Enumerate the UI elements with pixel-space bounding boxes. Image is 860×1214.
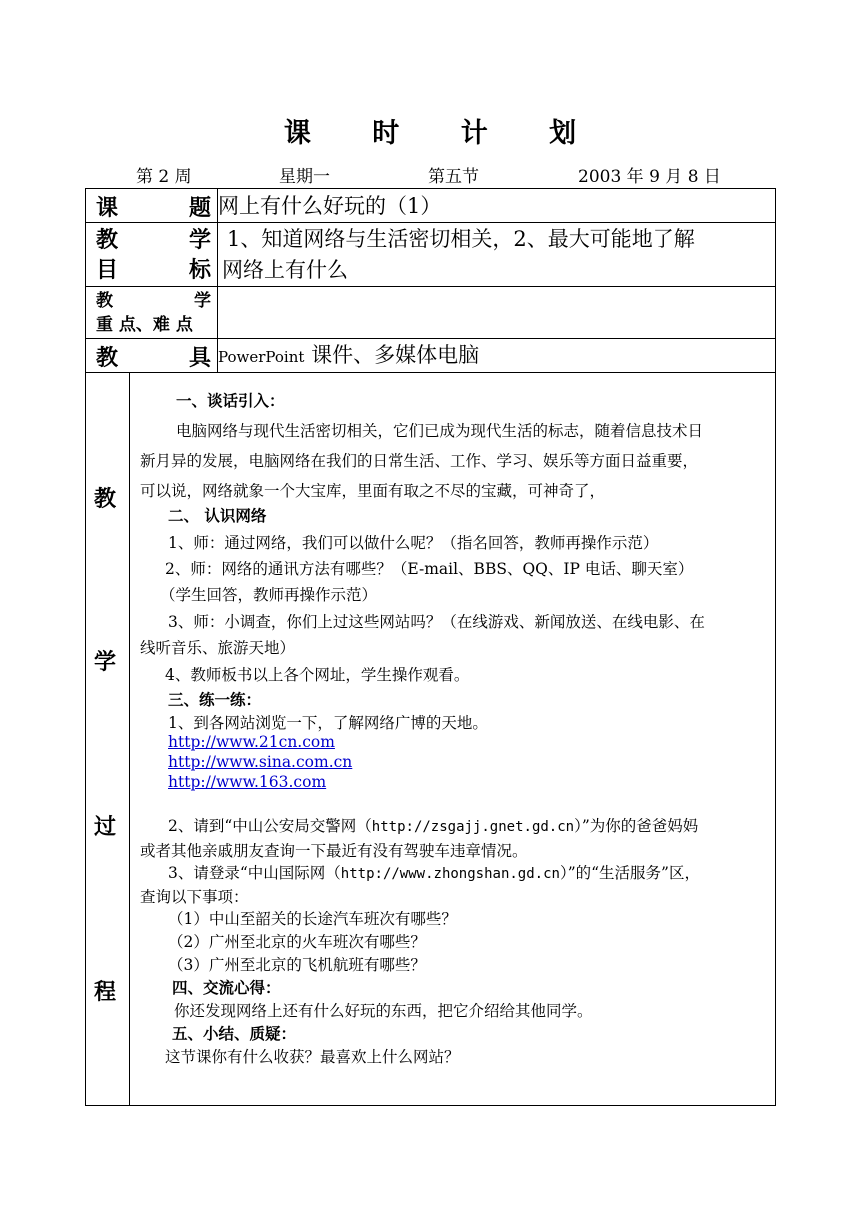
topic-label-cell	[86, 189, 218, 223]
section-2-line-4: 3、师：小调查，你们上过这些网站吗？（在线游戏、新闻放送、在线电影、在	[168, 613, 705, 631]
section-2-line-6: 4、教师板书以上各个网址，学生操作观看。	[165, 666, 470, 684]
goals-line-2: 网络上有什么	[222, 258, 348, 282]
section-5-line-1: 这节课你有什么收获？最喜欢上什么网站？	[165, 1048, 460, 1066]
tools-label-char-2: 具	[188, 345, 211, 371]
goals-label-char-1: 教	[96, 227, 119, 253]
section-1-line-2: 新月异的发展，电脑网络在我们的日常生活、工作、学习、娱乐等方面日益重要，	[140, 452, 699, 470]
topic-label-char-1: 课	[96, 195, 119, 221]
section-3-line-1: 1、到各网站浏览一下，了解网络广博的天地。	[168, 714, 488, 732]
goals-value-cell	[218, 223, 776, 287]
key-points-label-char-1: 教	[96, 291, 113, 311]
tools-value-cell	[218, 339, 776, 373]
process-content	[130, 373, 776, 1106]
period-label: 第五节	[428, 167, 479, 187]
topic-row	[86, 189, 776, 223]
section-4-line-1: 你还发现网络上还有什么好玩的东西，把它介绍给其他同学。	[174, 1002, 593, 1020]
process-label-char-1: 教	[94, 486, 117, 512]
zsgajj-url: http://zsgajj.gnet.gd.cn	[371, 819, 575, 835]
topic-label-char-2: 题	[188, 195, 211, 221]
tools-value-latin: PowerPoint	[218, 348, 305, 366]
section-2-line-3: （学生回答，教师再操作示范）	[160, 586, 378, 604]
section-1-heading: 一、谈话引入：	[176, 391, 285, 410]
process-label-char-4: 程	[94, 979, 117, 1005]
link-sina[interactable]: http://www.sina.com.cn	[168, 753, 353, 771]
section-1-line-3: 可以说，网络就象一个大宝库，里面有取之不尽的宝藏，可神奇了，	[140, 482, 606, 500]
goals-label-char-3: 目	[96, 257, 119, 283]
page-title: 课 时 计 划	[283, 118, 603, 149]
section-3-heading: 三、练一练：	[168, 690, 262, 709]
section-2-heading: 二、 认识网络	[168, 506, 267, 525]
section-3-line-4	[168, 861, 700, 883]
query-item-1: （1）中山至韶关的长途汽车班次有哪些？	[168, 910, 457, 928]
section-3-line-5: 查询以下事项：	[140, 888, 249, 906]
key-points-label-char-2: 学	[194, 291, 211, 311]
tools-value-rest: 课件、多媒体电脑	[311, 343, 480, 367]
goals-line-1: 1、知道网络与生活密切相关，2、最大可能地了解	[227, 227, 695, 251]
process-label-char-3: 过	[94, 814, 117, 840]
link-21cn[interactable]: http://www.21cn.com	[168, 733, 335, 751]
section-4-heading: 四、交流心得：	[172, 978, 281, 997]
key-points-label-cell	[86, 287, 218, 339]
key-points-value	[218, 287, 776, 339]
lesson-plan-table	[85, 188, 776, 1106]
section-2-line-2: 2、师：网络的通讯方法有哪些？（E-mail、BBS、QQ、IP 电话、聊天室）	[165, 560, 694, 578]
section-3-line-4-part-a: 3、请登录“中山国际网（	[168, 864, 341, 882]
tools-row	[86, 339, 776, 373]
section-3-line-2	[168, 814, 698, 836]
date-label: 2003 年 9 月 8 日	[578, 167, 721, 187]
goals-label-cell	[86, 223, 218, 287]
link-163[interactable]: http://www.163.com	[168, 773, 327, 791]
query-item-3: （3）广州至北京的飞机航班有哪些？	[168, 956, 426, 974]
weekday-label: 星期一	[279, 167, 330, 187]
process-label-cell	[86, 373, 130, 1106]
key-points-label-line-2: 重 点、难 点	[96, 315, 193, 335]
week-label: 第 2 周	[136, 167, 192, 187]
key-points-row	[86, 287, 776, 339]
section-3-line-4-part-b: ）”的“生活服务”区，	[559, 864, 700, 882]
section-2-line-5: 线听音乐、旅游天地）	[140, 639, 296, 657]
tools-label-char-1: 教	[96, 345, 119, 371]
topic-value: 网上有什么好玩的（1）	[218, 189, 776, 223]
process-label-char-2: 学	[94, 649, 117, 675]
section-2-line-1: 1、师：通过网络，我们可以做什么呢？（指名回答，教师再操作示范）	[168, 534, 659, 552]
section-5-heading: 五、小结、质疑：	[172, 1024, 297, 1043]
goals-label-char-4: 标	[188, 257, 211, 283]
section-1-line-1: 电脑网络与现代生活密切相关，它们已成为现代生活的标志，随着信息技术日	[176, 422, 704, 440]
section-3-line-2-part-a: 2、请到“中山公安局交警网（	[168, 817, 372, 835]
goals-label-char-2: 学	[188, 227, 211, 253]
section-3-line-3: 或者其他亲戚朋友查询一下最近有没有驾驶车违章情况。	[140, 842, 528, 860]
tools-label-cell	[86, 339, 218, 373]
query-item-2: （2）广州至北京的火车班次有哪些？	[168, 933, 426, 951]
process-row	[86, 373, 776, 1106]
zhongshan-url: http://www.zhongshan.gd.cn	[340, 866, 560, 882]
section-3-line-2-part-b: ）”为你的爸爸妈妈	[574, 817, 699, 835]
goals-row	[86, 223, 776, 287]
